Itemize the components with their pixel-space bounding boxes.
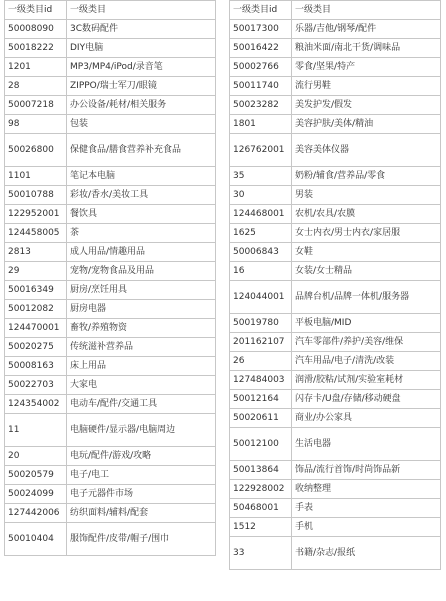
category-name-cell: 书籍/杂志/报纸 <box>292 537 441 570</box>
table-row <box>230 39 441 58</box>
category-name-cell: 收纳整理 <box>292 480 441 499</box>
table-row <box>5 414 216 447</box>
table-row <box>230 352 441 371</box>
category-name-cell: 手机 <box>292 518 441 537</box>
category-name-cell: 3C数码配件 <box>67 20 216 39</box>
category-id-cell: 50019780 <box>230 314 292 333</box>
table-row <box>230 243 441 262</box>
category-id-cell: 11 <box>5 414 67 447</box>
table-row <box>5 262 216 281</box>
table-row <box>230 115 441 134</box>
table-row <box>5 376 216 395</box>
category-id-cell: 50010788 <box>5 186 67 205</box>
left-table-body <box>5 20 216 556</box>
category-id-cell: 122928002 <box>230 480 292 499</box>
category-name-cell: 品牌台机/品牌一体机/服务器 <box>292 281 441 314</box>
category-name-cell: 润滑/胶粘/试剂/实验室耗材 <box>292 371 441 390</box>
left-category-table <box>4 0 216 556</box>
category-id-cell: 50020275 <box>5 338 67 357</box>
table-row <box>5 167 216 186</box>
category-id-cell: 50002766 <box>230 58 292 77</box>
category-name-cell: 平板电脑/MID <box>292 314 441 333</box>
category-id-cell: 26 <box>230 352 292 371</box>
table-row <box>230 409 441 428</box>
category-name-cell: 女鞋 <box>292 243 441 262</box>
table-row <box>230 20 441 39</box>
category-id-cell: 1625 <box>230 224 292 243</box>
category-id-cell: 201162107 <box>230 333 292 352</box>
category-name-cell: 奶粉/辅食/营养品/零食 <box>292 167 441 186</box>
category-name-cell: 粮油米面/南北干货/调味品 <box>292 39 441 58</box>
category-id-cell: 50012082 <box>5 300 67 319</box>
category-id-cell: 30 <box>230 186 292 205</box>
table-row <box>230 371 441 390</box>
category-id-cell: 50024099 <box>5 485 67 504</box>
table-row <box>5 39 216 58</box>
category-id-cell: 50007218 <box>5 96 67 115</box>
table-row <box>230 537 441 570</box>
category-id-cell: 124044001 <box>230 281 292 314</box>
category-name-cell: 成人用品/情趣用品 <box>67 243 216 262</box>
category-id-cell: 1101 <box>5 167 67 186</box>
table-row <box>5 243 216 262</box>
category-id-cell: 1201 <box>5 58 67 77</box>
table-row <box>5 186 216 205</box>
category-name-cell: ZIPPO/瑞士军刀/眼镜 <box>67 77 216 96</box>
category-name-cell: 电动车/配件/交通工具 <box>67 395 216 414</box>
category-id-cell: 98 <box>5 115 67 134</box>
table-row <box>230 224 441 243</box>
table-row <box>230 262 441 281</box>
category-name-cell: 笔记本电脑 <box>67 167 216 186</box>
category-id-cell: 50468001 <box>230 499 292 518</box>
header-category-name: 一级类目 <box>67 1 216 20</box>
category-name-cell: 汽车用品/电子/清洗/改装 <box>292 352 441 371</box>
category-id-cell: 50022703 <box>5 376 67 395</box>
table-row <box>5 466 216 485</box>
category-name-cell: DIY电脑 <box>67 39 216 58</box>
table-row <box>5 300 216 319</box>
category-name-cell: 包装 <box>67 115 216 134</box>
category-name-cell: 零食/坚果/特产 <box>292 58 441 77</box>
category-name-cell: 美发护发/假发 <box>292 96 441 115</box>
category-name-cell: 传统滋补营养品 <box>67 338 216 357</box>
table-row <box>230 77 441 96</box>
table-row <box>230 518 441 537</box>
table-row <box>5 281 216 300</box>
category-name-cell: 餐饮具 <box>67 205 216 224</box>
table-row <box>230 134 441 167</box>
category-name-cell: 农机/农具/农膜 <box>292 205 441 224</box>
category-id-cell: 20 <box>5 447 67 466</box>
category-name-cell: 汽车零部件/养护/美容/维保 <box>292 333 441 352</box>
category-id-cell: 50010404 <box>5 523 67 556</box>
category-name-cell: 厨房电器 <box>67 300 216 319</box>
category-name-cell: 纺织面料/辅料/配套 <box>67 504 216 523</box>
category-id-cell: 50016349 <box>5 281 67 300</box>
category-id-cell: 126762001 <box>230 134 292 167</box>
table-row <box>5 134 216 167</box>
category-id-cell: 50023282 <box>230 96 292 115</box>
category-name-cell: 电脑硬件/显示器/电脑周边 <box>67 414 216 447</box>
category-name-cell: 彩妆/香水/美妆工具 <box>67 186 216 205</box>
category-name-cell: 床上用品 <box>67 357 216 376</box>
right-table-body <box>230 20 441 570</box>
category-id-cell: 50016422 <box>230 39 292 58</box>
category-name-cell: 闪存卡/U盘/存储/移动硬盘 <box>292 390 441 409</box>
table-row <box>5 319 216 338</box>
header-category-id: 一级类目id <box>5 1 67 20</box>
table-row <box>5 20 216 39</box>
category-name-cell: 电玩/配件/游戏/攻略 <box>67 447 216 466</box>
category-id-cell: 50026800 <box>5 134 67 167</box>
category-name-cell: 乐器/吉他/钢琴/配件 <box>292 20 441 39</box>
header-category-name: 一级类目 <box>292 1 441 20</box>
table-row <box>5 395 216 414</box>
right-category-table <box>229 0 441 570</box>
category-id-cell: 50012100 <box>230 428 292 461</box>
category-name-cell: 大家电 <box>67 376 216 395</box>
category-name-cell: 电子/电工 <box>67 466 216 485</box>
category-name-cell: 电子元器件市场 <box>67 485 216 504</box>
table-row <box>5 224 216 243</box>
category-id-cell: 50012164 <box>230 390 292 409</box>
category-name-cell: 女装/女士精品 <box>292 262 441 281</box>
category-id-cell: 35 <box>230 167 292 186</box>
category-name-cell: 畜牧/养殖物资 <box>67 319 216 338</box>
table-row <box>230 499 441 518</box>
table-row <box>5 96 216 115</box>
category-name-cell: MP3/MP4/iPod/录音笔 <box>67 58 216 77</box>
table-row <box>5 504 216 523</box>
table-row <box>5 77 216 96</box>
table-row <box>230 58 441 77</box>
table-row <box>230 480 441 499</box>
category-id-cell: 50020611 <box>230 409 292 428</box>
table-row <box>230 281 441 314</box>
category-id-cell: 50018222 <box>5 39 67 58</box>
table-row <box>5 58 216 77</box>
category-id-cell: 124458005 <box>5 224 67 243</box>
category-id-cell: 124470001 <box>5 319 67 338</box>
category-id-cell: 50013864 <box>230 461 292 480</box>
category-id-cell: 50020579 <box>5 466 67 485</box>
category-name-cell: 美容护肤/美体/精油 <box>292 115 441 134</box>
table-row <box>230 314 441 333</box>
table-row <box>230 461 441 480</box>
table-row <box>230 428 441 461</box>
category-name-cell: 男装 <box>292 186 441 205</box>
category-name-cell: 美容美体仪器 <box>292 134 441 167</box>
category-name-cell: 流行男鞋 <box>292 77 441 96</box>
category-name-cell: 商业/办公家具 <box>292 409 441 428</box>
category-id-cell: 50006843 <box>230 243 292 262</box>
table-row <box>5 485 216 504</box>
category-name-cell: 生活电器 <box>292 428 441 461</box>
table-row <box>5 523 216 556</box>
table-header-row <box>5 1 216 20</box>
category-id-cell: 127484003 <box>230 371 292 390</box>
category-name-cell: 服饰配件/皮带/帽子/围巾 <box>67 523 216 556</box>
category-name-cell: 保健食品/膳食营养补充食品 <box>67 134 216 167</box>
table-row <box>230 205 441 224</box>
category-id-cell: 50008163 <box>5 357 67 376</box>
table-row <box>5 447 216 466</box>
table-row <box>5 357 216 376</box>
category-id-cell: 2813 <box>5 243 67 262</box>
table-row <box>230 390 441 409</box>
category-id-cell: 124468001 <box>230 205 292 224</box>
category-id-cell: 50011740 <box>230 77 292 96</box>
table-row <box>230 96 441 115</box>
category-id-cell: 28 <box>5 77 67 96</box>
category-id-cell: 29 <box>5 262 67 281</box>
category-name-cell: 手表 <box>292 499 441 518</box>
category-id-cell: 1801 <box>230 115 292 134</box>
category-id-cell: 122952001 <box>5 205 67 224</box>
table-row <box>230 186 441 205</box>
category-name-cell: 宠物/宠物食品及用品 <box>67 262 216 281</box>
table-row <box>230 167 441 186</box>
category-id-cell: 1512 <box>230 518 292 537</box>
category-id-cell: 50008090 <box>5 20 67 39</box>
category-name-cell: 茶 <box>67 224 216 243</box>
table-row <box>230 333 441 352</box>
category-name-cell: 饰品/流行首饰/时尚饰品新 <box>292 461 441 480</box>
table-header-row <box>230 1 441 20</box>
category-id-cell: 50017300 <box>230 20 292 39</box>
table-row <box>5 338 216 357</box>
category-id-cell: 127442006 <box>5 504 67 523</box>
category-name-cell: 厨房/烹饪用具 <box>67 281 216 300</box>
category-name-cell: 办公设备/耗材/相关服务 <box>67 96 216 115</box>
table-row <box>5 205 216 224</box>
header-category-id: 一级类目id <box>230 1 292 20</box>
category-name-cell: 女士内衣/男士内衣/家居服 <box>292 224 441 243</box>
category-id-cell: 124354002 <box>5 395 67 414</box>
category-id-cell: 33 <box>230 537 292 570</box>
table-row <box>5 115 216 134</box>
category-id-cell: 16 <box>230 262 292 281</box>
